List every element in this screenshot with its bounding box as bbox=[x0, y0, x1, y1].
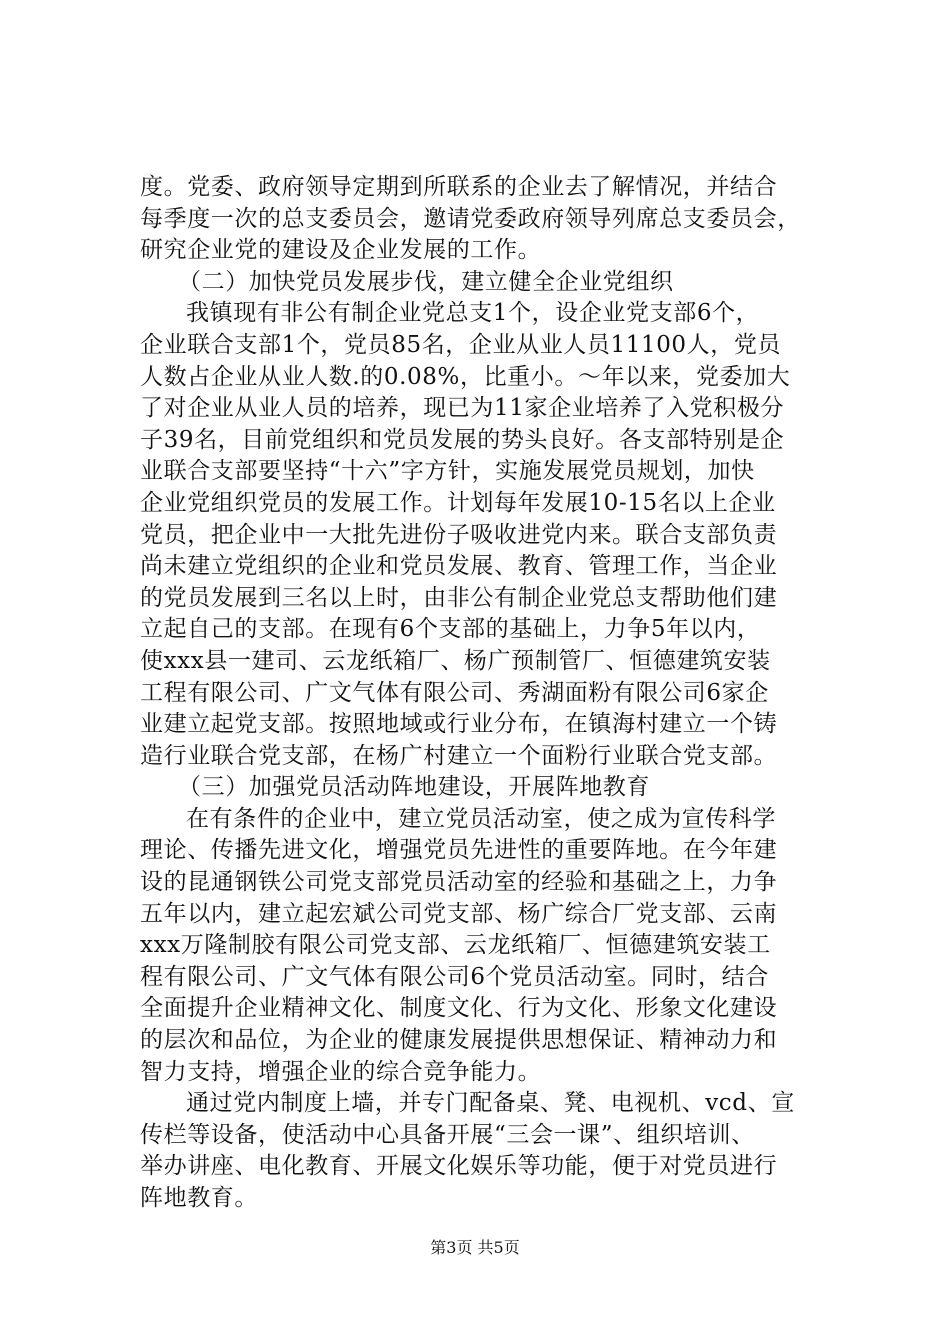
text-line: 企业联合支部1个，党员85名，企业从业人员11100人，党员 bbox=[140, 331, 782, 358]
text-line: 在有条件的企业中，建立党员活动室，使之成为宣传科学 bbox=[186, 805, 776, 832]
text-line: 举办讲座、电化教育、开展文化娱乐等功能，便于对党员进行 bbox=[140, 1153, 778, 1180]
text-line: 的党员发展到三名以上时，由非公有制企业党总支帮助他们建 bbox=[140, 584, 778, 611]
text-line: 立起自己的支部。在现有6个支部的基础上，力争5年以内， bbox=[140, 616, 761, 643]
text-line: 理论、传播先进文化，增强党员先进性的重要阵地。在今年建 bbox=[140, 837, 778, 864]
page-number-footer: 第3页 共5页 bbox=[430, 1238, 520, 1257]
text-line: xxx万隆制胶有限公司党支部、云龙纸箱厂、恒德建筑安装工 bbox=[140, 932, 771, 959]
text-line: 智力支持，增强企业的综合竞争能力。 bbox=[140, 1058, 542, 1085]
text-line: 的层次和品位，为企业的健康发展提供思想保证、精神动力和 bbox=[140, 1027, 778, 1054]
section-heading: （二）加快党员发展步伐，建立健全企业党组织 bbox=[178, 268, 674, 295]
section-heading: （三）加强党员活动阵地建设，开展阵地教育 bbox=[178, 774, 650, 801]
document-body bbox=[140, 172, 830, 1215]
text-line: 使xxx县一建司、云龙纸箱厂、杨广预制管厂、恒德建筑安装 bbox=[140, 647, 771, 674]
text-line: 五年以内，建立起宏斌公司党支部、杨广综合厂党支部、云南 bbox=[140, 900, 778, 927]
text-line: 了对企业从业人员的培养，现已为11家企业培养了入党积极分 bbox=[140, 395, 785, 422]
text-line: 业建立起党支部。按照地域或行业分布，在镇海村建立一个铸 bbox=[140, 711, 778, 738]
text-line: 设的昆通钢铁公司党支部党员活动室的经验和基础之上，力争 bbox=[140, 869, 778, 896]
text-line: 传栏等设备，使活动中心具备开展“三会一课”、组织培训、 bbox=[140, 1121, 755, 1148]
text-line: 造行业联合党支部，在杨广村建立一个面粉行业联合党支部。 bbox=[140, 742, 778, 769]
text-line: 研究企业党的建设及企业发展的工作。 bbox=[140, 237, 542, 264]
text-line: 尚未建立党组织的企业和党员发展、教育、管理工作，当企业 bbox=[140, 553, 778, 580]
text-line: 工程有限公司、广文气体有限公司、秀湖面粉有限公司6家企 bbox=[140, 679, 769, 706]
text-line: 企业党组织党员的发展工作。计划每年发展10-15名以上企业 bbox=[140, 489, 776, 516]
text-line: 通过党内制度上墙，并专门配备桌、凳、电视机、vcd、宣 bbox=[186, 1090, 795, 1117]
text-line: 党员，把企业中一大批先进份子吸收进党内来。联合支部负责 bbox=[140, 521, 778, 548]
text-line: 程有限公司、广文气体有限公司6个党员活动室。同时，结合 bbox=[140, 963, 769, 990]
text-line: 度。党委、政府领导定期到所联系的企业去了解情况，并结合 bbox=[140, 174, 778, 200]
text-line: 我镇现有非公有制企业党总支1个，设企业党支部6个， bbox=[186, 300, 760, 327]
text-line: 子39名，目前党组织和党员发展的势头良好。各支部特别是企 bbox=[140, 426, 785, 453]
text-line: 全面提升企业精神文化、制度文化、行为文化、形象文化建设 bbox=[140, 995, 778, 1022]
text-line: 人数占企业从业人数.的0.08%，比重小。～年以来，党委加大 bbox=[140, 363, 791, 390]
text-line: 阵地教育。 bbox=[140, 1185, 258, 1211]
text-line: 每季度一次的总支委员会，邀请党委政府领导列席总支委员会， bbox=[140, 205, 801, 232]
text-line: 业联合支部要坚持“十六”字方针，实施发展党员规划，加快 bbox=[140, 458, 755, 485]
